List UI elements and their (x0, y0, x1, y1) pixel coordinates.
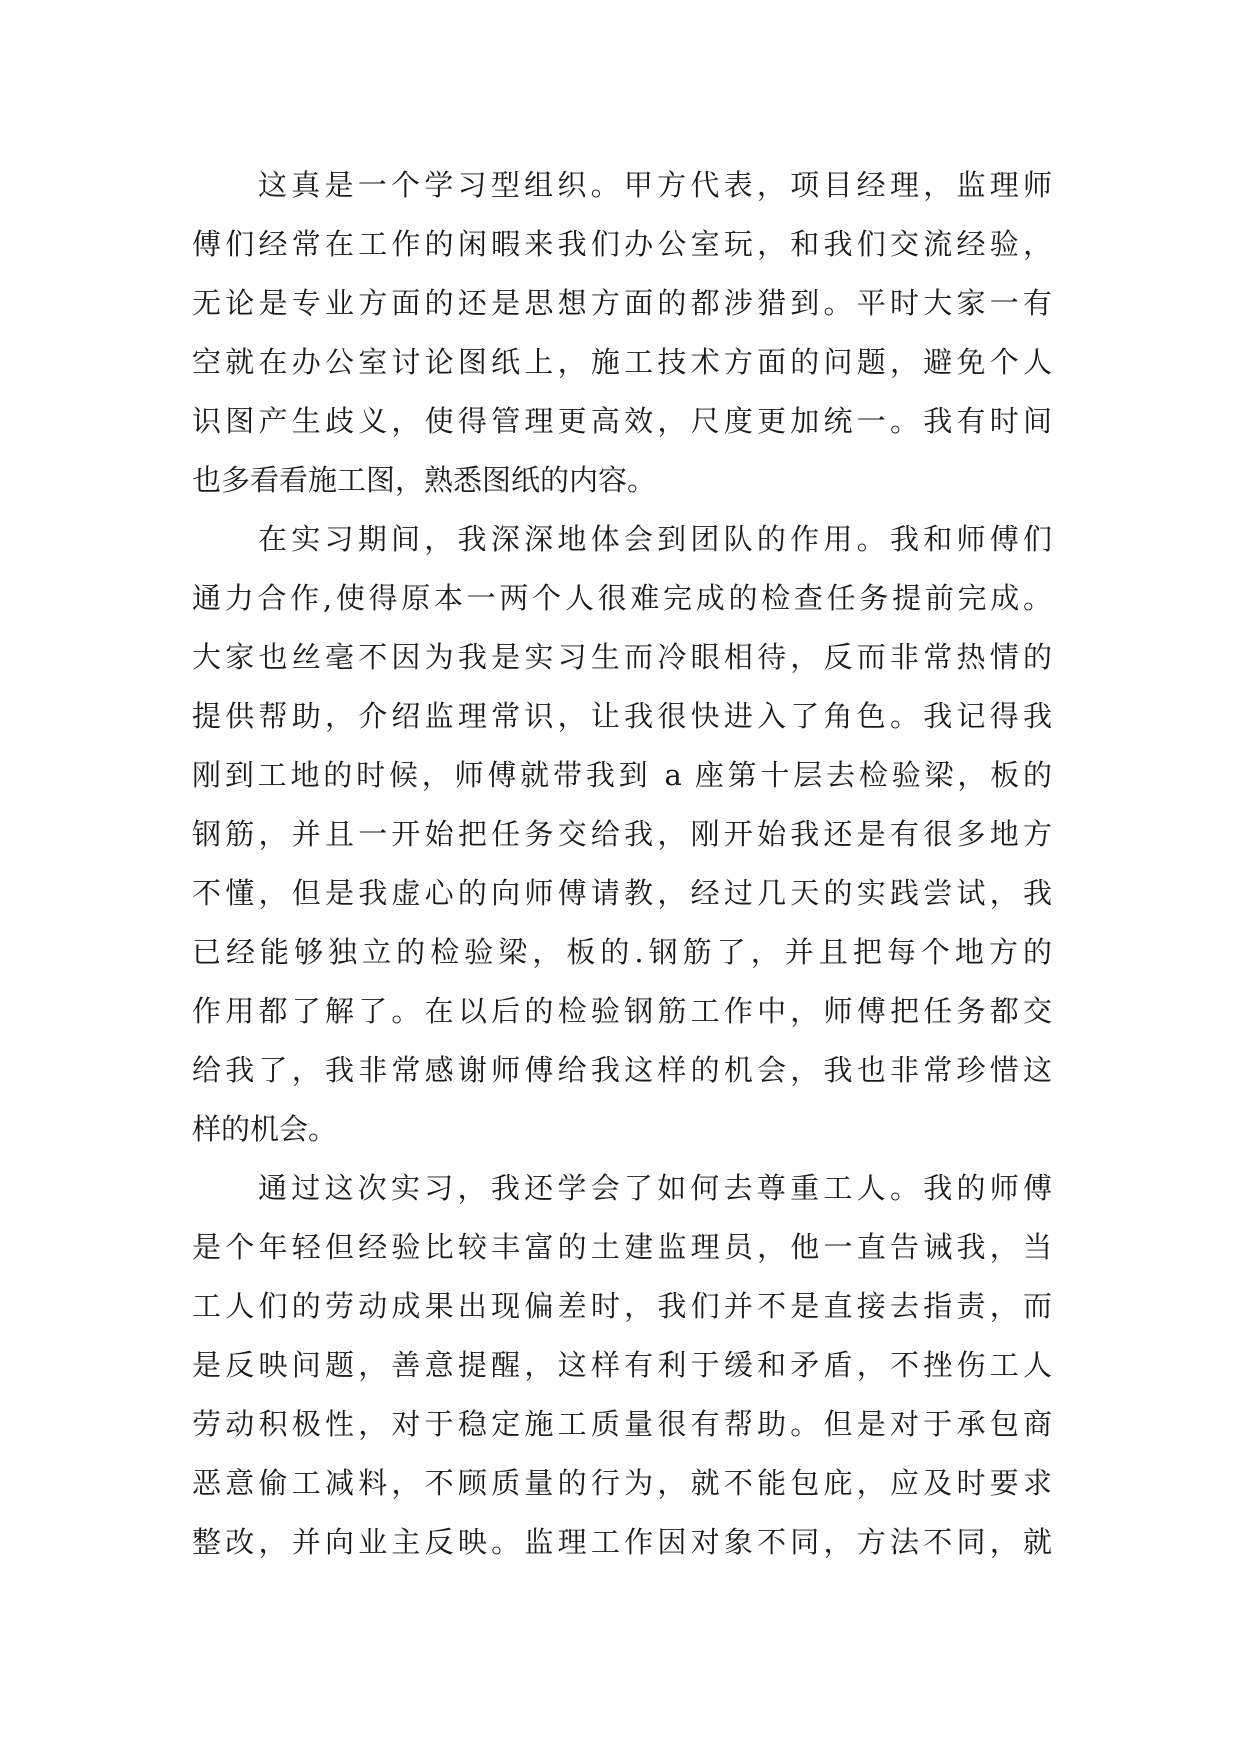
text-line: 工人们的劳动成果出现偏差时，我们并不是直接去指责，而 (192, 1289, 1052, 1323)
text-line: 是个年轻但经验比较丰富的土建监理员，他一直告诫我，当 (192, 1230, 1052, 1264)
text-line: 在实习期间，我深深地体会到团队的作用。我和师傅们 (258, 522, 1052, 556)
text-line: 通过这次实习，我还学会了如何去尊重工人。我的师傅 (258, 1171, 1052, 1205)
text-line: 无论是专业方面的还是思想方面的都涉猎到。平时大家一有 (192, 286, 1052, 320)
text-line: 大家也丝毫不因为我是实习生而冷眼相待，反而非常热情的 (192, 640, 1052, 674)
text-line: 样的机会。 (192, 1112, 338, 1146)
text-line: 刚到工地的时候，师傅就带我到 a 座第十层去检验梁，板的 (192, 758, 1052, 792)
text-line: 作用都了解了。在以后的检验钢筋工作中，师傅把任务都交 (192, 994, 1052, 1028)
text-line: 恶意偷工减料，不顾质量的行为，就不能包庇，应及时要求 (192, 1466, 1052, 1500)
text-line: 钢筋，并且一开始把任务交给我，刚开始我还是有很多地方 (192, 817, 1052, 851)
text-line: 也多看看施工图，熟悉图纸的内容。 (192, 463, 657, 497)
paragraph-3 (192, 1159, 1052, 1572)
text-line: 通力合作,使得原本一两个人很难完成的检查任务提前完成。 (192, 581, 1052, 615)
text-line: 提供帮助，介绍监理常识，让我很快进入了角色。我记得我 (192, 699, 1052, 733)
text-line: 已经能够独立的检验梁，板的.钢筋了，并且把每个地方的 (192, 935, 1052, 969)
text-line: 整改，并向业主反映。监理工作因对象不同，方法不同，就 (192, 1525, 1052, 1559)
document-body (192, 156, 1052, 1572)
paragraph-1 (192, 156, 1052, 510)
paragraph-2 (192, 510, 1052, 1159)
text-line: 给我了，我非常感谢师傅给我这样的机会，我也非常珍惜这 (192, 1053, 1052, 1087)
text-line: 识图产生歧义，使得管理更高效，尺度更加统一。我有时间 (192, 404, 1052, 438)
text-line: 傅们经常在工作的闲暇来我们办公室玩，和我们交流经验， (192, 227, 1052, 261)
text-line: 这真是一个学习型组织。甲方代表，项目经理，监理师 (258, 168, 1052, 202)
text-line: 是反映问题，善意提醒，这样有利于缓和矛盾，不挫伤工人 (192, 1348, 1052, 1382)
text-line: 劳动积极性，对于稳定施工质量很有帮助。但是对于承包商 (192, 1407, 1052, 1441)
text-line: 不懂，但是我虚心的向师傅请教，经过几天的实践尝试，我 (192, 876, 1052, 910)
text-line: 空就在办公室讨论图纸上，施工技术方面的问题，避免个人 (192, 345, 1052, 379)
